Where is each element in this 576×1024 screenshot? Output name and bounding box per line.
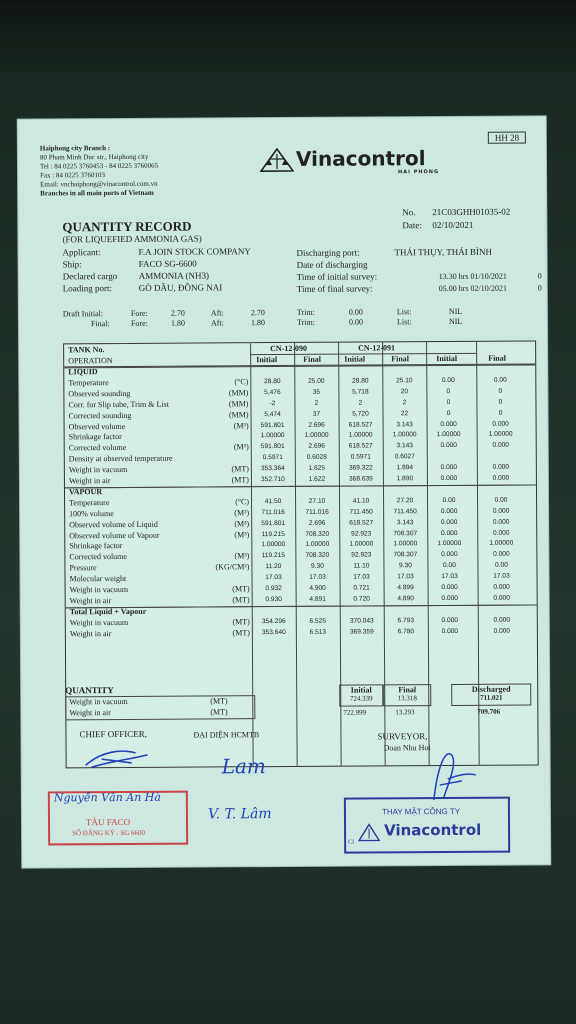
- logo-text: Vinacontrol: [295, 146, 426, 171]
- branch-line-2: 80 Pham Minh Duc str., Haiphong city: [39, 152, 149, 162]
- surveyor-label: SURVEYOR,: [377, 731, 428, 742]
- row-label: VAPOUR: [68, 487, 103, 497]
- qty-final-box: [383, 684, 431, 706]
- extra-final-header: Final: [488, 353, 506, 363]
- table-cell: 1.00000: [348, 431, 373, 439]
- qty-discharged-air: 709.706: [477, 707, 501, 716]
- record-subtitle: (FOR LIQUEFIED AMMONIA GAS): [62, 233, 202, 245]
- signature-vt-lam: V. T. Lâm: [207, 806, 272, 823]
- row-unit: (MM): [228, 409, 249, 419]
- tank-2-final-header: Final: [391, 354, 409, 364]
- table-cell: 2: [358, 399, 363, 407]
- table-cell: 0.000: [492, 420, 509, 428]
- row-label: Weight in air: [69, 628, 112, 638]
- table-cell: 25.10: [396, 377, 413, 385]
- table-cell: 17.03: [493, 572, 510, 580]
- form-code: HH 28: [488, 132, 526, 144]
- table-cell: 591.801: [260, 421, 285, 429]
- table-cell: 0.000: [440, 464, 458, 472]
- cargo-value: AMMONIA (NH3): [138, 270, 209, 281]
- table-cell: 0.000: [440, 474, 458, 483]
- qty-final-air: 13.293: [395, 708, 415, 717]
- record-no-label: No.: [402, 207, 416, 218]
- edge-mark-2: 0: [537, 283, 542, 293]
- quantity-label-box: [65, 695, 255, 720]
- table-cell: 0.000: [440, 518, 458, 526]
- table-cell: 352.710: [260, 475, 285, 484]
- ship-stamp-signature: Nguyễn Văn An Hà: [53, 790, 161, 805]
- row-label: Corrected volume: [68, 443, 127, 453]
- table-cell: 9.30: [311, 562, 324, 571]
- qty-initial-header: Initial: [350, 685, 372, 695]
- row-label: Weight in vacuum: [69, 617, 129, 627]
- table-cell: 0.932: [265, 585, 282, 593]
- qty-discharged-header: Discharged: [471, 684, 511, 694]
- table-cell: 369.322: [348, 464, 373, 472]
- table-cell: 0: [498, 387, 503, 395]
- table-cell: 3.143: [396, 518, 414, 526]
- list-final: NIL: [448, 316, 463, 326]
- loading-port-value: GÒ DẦU, ĐỒNG NAI: [138, 282, 223, 293]
- row-label: Corrected sounding: [68, 410, 132, 420]
- row-label: Temperature: [69, 497, 110, 508]
- table-cell: 618.527: [348, 420, 373, 429]
- table-cell: 0.00: [495, 561, 508, 569]
- table-cell: 0.5971: [262, 454, 283, 462]
- table-cell: 708.307: [393, 529, 418, 537]
- table-cell: 618.527: [349, 519, 374, 527]
- table-cell: 370.043: [349, 617, 374, 625]
- table-cell: 28.80: [352, 377, 369, 385]
- aft-label-2: Aft:: [210, 318, 224, 328]
- row-unit: (M³): [233, 420, 249, 430]
- row-label: 100% volume: [69, 508, 114, 519]
- discharging-port-label: Discharging port:: [296, 247, 360, 258]
- table-cell: 1.00000: [304, 432, 329, 440]
- ship-stamp-line-2: SỐ ĐĂNG KÝ : SG 6600: [72, 828, 146, 838]
- table-cell: 0.721: [353, 584, 370, 592]
- table-cell: 708.320: [305, 552, 330, 560]
- quantity-vacuum-label: Weight in vacuum: [69, 696, 128, 707]
- draft-initial-fore: 2.70: [170, 308, 185, 318]
- table-cell: 92.923: [351, 529, 372, 538]
- qty-final-header: Final: [398, 685, 417, 695]
- vinacontrol-stamp: [344, 797, 510, 854]
- table-cell: 591.801: [261, 519, 286, 527]
- qty-initial-vacuum: 724.339: [349, 694, 373, 703]
- quantity-air-unit: (MT): [210, 707, 228, 717]
- table-row: [66, 626, 537, 640]
- table-cell: 0.00: [443, 562, 456, 570]
- row-label: Weight in air: [69, 595, 112, 606]
- cargo-label: Declared cargo: [62, 271, 118, 282]
- record-title: QUANTITY RECORD: [62, 218, 192, 235]
- table-cell: 0: [498, 409, 503, 417]
- draft-final-aft: 1.80: [250, 318, 265, 328]
- table-cell: 6.525: [309, 617, 327, 625]
- table-cell: 5,720: [352, 410, 369, 418]
- table-cell: 1.622: [308, 475, 326, 483]
- logo-emblem-icon: [260, 148, 294, 177]
- surveyor-name: Doan Nhu Hoi: [383, 743, 431, 753]
- row-label: Observed sounding: [68, 388, 131, 399]
- table-cell: 4.891: [309, 595, 326, 603]
- table-cell: 20: [400, 388, 409, 396]
- row-unit: (MM): [228, 388, 249, 398]
- signature-lam: Lam: [221, 754, 266, 779]
- table-cell: 711.016: [261, 508, 285, 516]
- table-cell: 0.000: [493, 616, 511, 624]
- tank-2-header: CN-12-091: [358, 343, 396, 353]
- table-cell: 1.00000: [436, 431, 461, 439]
- table-cell: 25.00: [308, 377, 325, 385]
- row-label: Temperature: [68, 377, 109, 388]
- table-cell: 0.00: [441, 376, 455, 384]
- row-label: Density at observed temperature: [68, 453, 173, 464]
- quantity-vacuum-unit: (MT): [210, 696, 228, 706]
- table-cell: 0.5971: [350, 453, 371, 461]
- table-cell: 1.00000: [261, 541, 286, 549]
- document-sheet: [18, 116, 551, 867]
- row-unit: (M³): [234, 551, 250, 561]
- trim-initial: 0.00: [348, 307, 363, 317]
- row-unit: (M³): [233, 442, 249, 452]
- row-unit: (MT): [232, 595, 250, 605]
- table-cell: 354.296: [261, 617, 286, 625]
- extra-initial-header: Initial: [436, 353, 458, 364]
- row-unit: (MT): [232, 584, 250, 594]
- table-cell: 1.00000: [349, 540, 374, 548]
- table-cell: 27.20: [396, 497, 414, 505]
- applicant-label: Applicant:: [62, 247, 101, 258]
- row-label: Shrinkage factor: [69, 541, 123, 551]
- table-cell: 17.03: [265, 574, 282, 582]
- row-label: Observed volume of Vapour: [69, 530, 160, 540]
- branch-line-5: Email: vnchaiphong@vinacontrol.com.vn: [40, 179, 158, 189]
- draft-final-fore: 1.80: [170, 318, 185, 328]
- table-cell: 2.696: [308, 519, 326, 527]
- row-label: Pressure: [69, 563, 97, 573]
- table-cell: 2.696: [308, 443, 325, 451]
- date-discharging-label: Date of discharging: [296, 259, 368, 270]
- table-cell: 17.03: [441, 573, 458, 581]
- table-cell: 1.00000: [393, 540, 418, 548]
- applicant-value: F.A JOIN STOCK COMPANY: [138, 246, 251, 257]
- ship-stamp-line-1: TÀU FACO: [85, 816, 131, 828]
- initial-survey-label: Time of initial survey:: [296, 271, 378, 282]
- chief-officer-label: CHIEF OFFICER,: [79, 728, 148, 740]
- fore-label-2: Fore:: [130, 318, 148, 328]
- table-cell: 41.50: [264, 497, 282, 505]
- table-cell: 591.801: [260, 443, 285, 451]
- row-unit: (MT): [232, 627, 250, 637]
- table-cell: 0.6028: [306, 453, 327, 462]
- row-label: Shrinkage factor: [68, 432, 122, 442]
- table-cell: 41.10: [352, 497, 370, 505]
- list-initial: NIL: [448, 306, 463, 316]
- table-cell: 711.450: [393, 507, 417, 516]
- table-cell: 0.000: [492, 518, 510, 526]
- final-survey-value: 05.00 hrs 02/10/2021: [438, 283, 508, 294]
- row-unit: (MM): [228, 398, 249, 409]
- table-cell: 0.000: [440, 507, 458, 515]
- discharging-port-value: THÁI THỤY, THÁI BÌNH: [394, 246, 493, 258]
- initial-survey-value: 13.30 hrs 01/10/2021: [438, 271, 507, 282]
- table-cell: 6.780: [397, 627, 415, 635]
- table-cell: 0.000: [493, 550, 510, 559]
- table-cell: 0.000: [492, 463, 510, 471]
- table-cell: 1.00000: [305, 541, 330, 549]
- table-cell: 92.923: [351, 551, 372, 559]
- table-cell: 17.03: [353, 573, 370, 581]
- table-cell: 618.527: [348, 442, 373, 450]
- branch-line-1: Haiphong city Branch :: [39, 144, 111, 153]
- trim-label-2: Trim:: [296, 317, 315, 327]
- table-cell: 0: [446, 398, 451, 406]
- row-label: Corrected volume: [69, 552, 127, 562]
- table-cell: 5,474: [264, 410, 281, 418]
- row-label: Observed volume: [68, 421, 126, 431]
- tank-2-initial-header: Initial: [344, 354, 366, 364]
- quantity-air-label: Weight in air: [69, 708, 111, 718]
- table-cell: 0.000: [493, 627, 511, 635]
- table-cell: 28.80: [264, 377, 281, 386]
- table-cell: 0.000: [441, 594, 458, 602]
- qty-discharged-vacuum: 711.021: [480, 693, 503, 702]
- draft-initial-aft: 2.70: [250, 308, 265, 318]
- row-unit: (MT): [232, 616, 250, 627]
- list-label-2: List:: [396, 317, 412, 327]
- table-cell: 2: [402, 398, 407, 406]
- table-cell: 0.000: [441, 616, 459, 624]
- table-cell: 0.000: [492, 529, 510, 537]
- table-cell: 4.890: [397, 595, 414, 603]
- row-unit: (°C): [235, 497, 250, 507]
- tank-1-final-header: Final: [303, 354, 321, 364]
- table-cell: 3.143: [396, 420, 413, 428]
- ship-stamp: [48, 791, 188, 846]
- quantity-label: QUANTITY: [65, 685, 114, 696]
- table-cell: 6.513: [309, 628, 327, 636]
- row-unit: (M³): [234, 529, 250, 539]
- record-date-label: Date:: [402, 220, 422, 231]
- table-cell: 708.320: [305, 530, 330, 538]
- table-cell: 1.00000: [392, 431, 417, 439]
- table-cell: 35: [312, 388, 321, 396]
- table-cell: 0.000: [492, 441, 509, 450]
- table-cell: 1.625: [308, 464, 326, 472]
- table-cell: 27.10: [308, 497, 326, 505]
- table-cell: 708.307: [393, 551, 418, 559]
- table-cell: 0: [446, 387, 451, 395]
- tank-1-header: CN-12-090: [270, 343, 308, 354]
- ship-label: Ship:: [62, 259, 82, 270]
- table-cell: 0.000: [493, 594, 510, 602]
- table-cell: 1.894: [396, 464, 414, 472]
- record-date-value: 02/10/2021: [432, 219, 474, 231]
- table-cell: 1.00000: [489, 539, 514, 548]
- table-cell: 0.930: [265, 595, 282, 604]
- aft-label-1: Aft:: [210, 308, 224, 318]
- vinacontrol-stamp-emblem-icon: [358, 823, 380, 841]
- logo-subtext: HAI PHONG: [398, 169, 440, 176]
- table-cell: 17.03: [397, 573, 414, 581]
- loading-port-label: Loading port:: [62, 283, 113, 294]
- branch-line-3: Tel : 84 0225 3760453 - 84 0225 3760065: [39, 161, 159, 171]
- table-cell: 368.639: [348, 475, 373, 483]
- edge-mark-1: 0: [537, 271, 542, 281]
- table-cell: 1.00000: [488, 430, 513, 439]
- table-cell: 369.359: [349, 628, 374, 636]
- table-cell: 0.000: [440, 529, 458, 537]
- table-cell: 711.450: [349, 508, 373, 516]
- table-cell: 0.000: [441, 583, 458, 592]
- table-cell: 5,718: [352, 388, 369, 396]
- table-cell: 0.000: [493, 583, 510, 591]
- table-cell: 17.03: [309, 573, 326, 581]
- table-cell: 4.899: [397, 584, 414, 592]
- row-label: Molecular weight: [69, 574, 127, 584]
- row-unit: (MT): [231, 464, 249, 474]
- table-cell: -2: [269, 399, 276, 407]
- table-cell: 37: [312, 410, 321, 418]
- table-cell: 711.016: [305, 508, 329, 516]
- table-cell: 0.000: [492, 507, 510, 515]
- table-cell: 0.000: [440, 442, 457, 450]
- table-cell: 0.000: [441, 551, 458, 559]
- vinacontrol-stamp-corner: CI: [348, 839, 355, 846]
- row-unit: (M³): [234, 518, 250, 528]
- draft-final-label: Final:: [90, 319, 110, 329]
- table-cell: 2: [314, 399, 319, 407]
- table-cell: 0.720: [353, 595, 370, 603]
- table-cell: 3.143: [396, 442, 413, 450]
- tank-1-initial-header: Initial: [256, 355, 278, 365]
- table-cell: 2.696: [308, 421, 325, 429]
- table-cell: 4.900: [309, 584, 326, 592]
- fore-label-1: Fore:: [130, 308, 148, 318]
- table-cell: 353.364: [260, 465, 285, 473]
- row-label: Observed volume of Liquid: [69, 519, 158, 529]
- tank-no-label: TANK No.: [68, 345, 105, 355]
- row-unit: (KG/CM²): [215, 562, 250, 572]
- row-label: Weight in air: [68, 476, 111, 486]
- table-cell: 0.000: [492, 474, 510, 482]
- table-cell: 1.00000: [260, 432, 285, 440]
- branch-line-4: Fax : 84 0225 3760103: [40, 171, 106, 180]
- table-cell: 0: [446, 409, 451, 417]
- table-cell: 0.00: [493, 376, 507, 384]
- table-cell: 9.30: [399, 562, 412, 570]
- table-cell: 353.640: [261, 628, 286, 636]
- list-label-1: List:: [396, 307, 412, 317]
- row-label: Weight in vacuum: [69, 584, 129, 595]
- representative-label: ĐẠI DIỆN HCMTB: [193, 730, 260, 740]
- qty-initial-air: 722.999: [343, 708, 367, 717]
- qty-final-vacuum: 13.318: [397, 694, 417, 703]
- final-survey-label: Time of final survey:: [296, 283, 373, 294]
- table-cell: 0.00: [494, 496, 508, 504]
- row-label: Total Liquid + Vapour: [69, 606, 147, 617]
- row-label: Corr. for Slip tube, Trim & List: [68, 399, 169, 410]
- row-label: Weight in vacuum: [68, 465, 128, 475]
- table-cell: 22: [400, 409, 409, 417]
- qty-initial-box: [339, 684, 383, 706]
- row-unit: (°C): [234, 377, 249, 387]
- table-cell: 1.00000: [437, 540, 462, 548]
- vinacontrol-stamp-logo: Vinacontrol: [384, 820, 482, 840]
- table-cell: 11.10: [353, 562, 370, 570]
- row-label: LIQUID: [68, 367, 98, 377]
- chief-officer-signature-icon: [82, 745, 152, 771]
- row-unit: (MT): [231, 475, 249, 485]
- table-cell: 1.890: [396, 475, 414, 483]
- branch-line-6: Branches in all main ports of Vietnam: [40, 188, 154, 198]
- table-cell: 11.20: [265, 563, 282, 571]
- table-cell: 5,476: [264, 388, 281, 396]
- table-cell: 0.000: [441, 627, 459, 635]
- draft-initial-label: Draft Initial:: [62, 309, 104, 319]
- trim-label-1: Trim:: [296, 307, 315, 317]
- record-no-value: 21C03GHH01035-02: [432, 206, 511, 218]
- table-cell: 119.215: [261, 552, 286, 560]
- vinacontrol-stamp-top: THAY MẶT CÔNG TY: [381, 806, 461, 817]
- table-cell: 0.00: [442, 496, 456, 504]
- table-cell: 119.215: [261, 530, 285, 538]
- trim-final: 0.00: [348, 317, 363, 327]
- operation-label: OPERATION: [68, 356, 113, 366]
- ship-value: FACO SG-6600: [138, 258, 197, 269]
- table-cell: 0.000: [440, 420, 457, 428]
- row-unit: (M³): [234, 507, 250, 517]
- table-cell: 0.6027: [394, 453, 415, 461]
- qty-discharged-box: [451, 683, 531, 705]
- table-cell: 6.793: [397, 616, 415, 624]
- table-cell: 0: [498, 398, 503, 406]
